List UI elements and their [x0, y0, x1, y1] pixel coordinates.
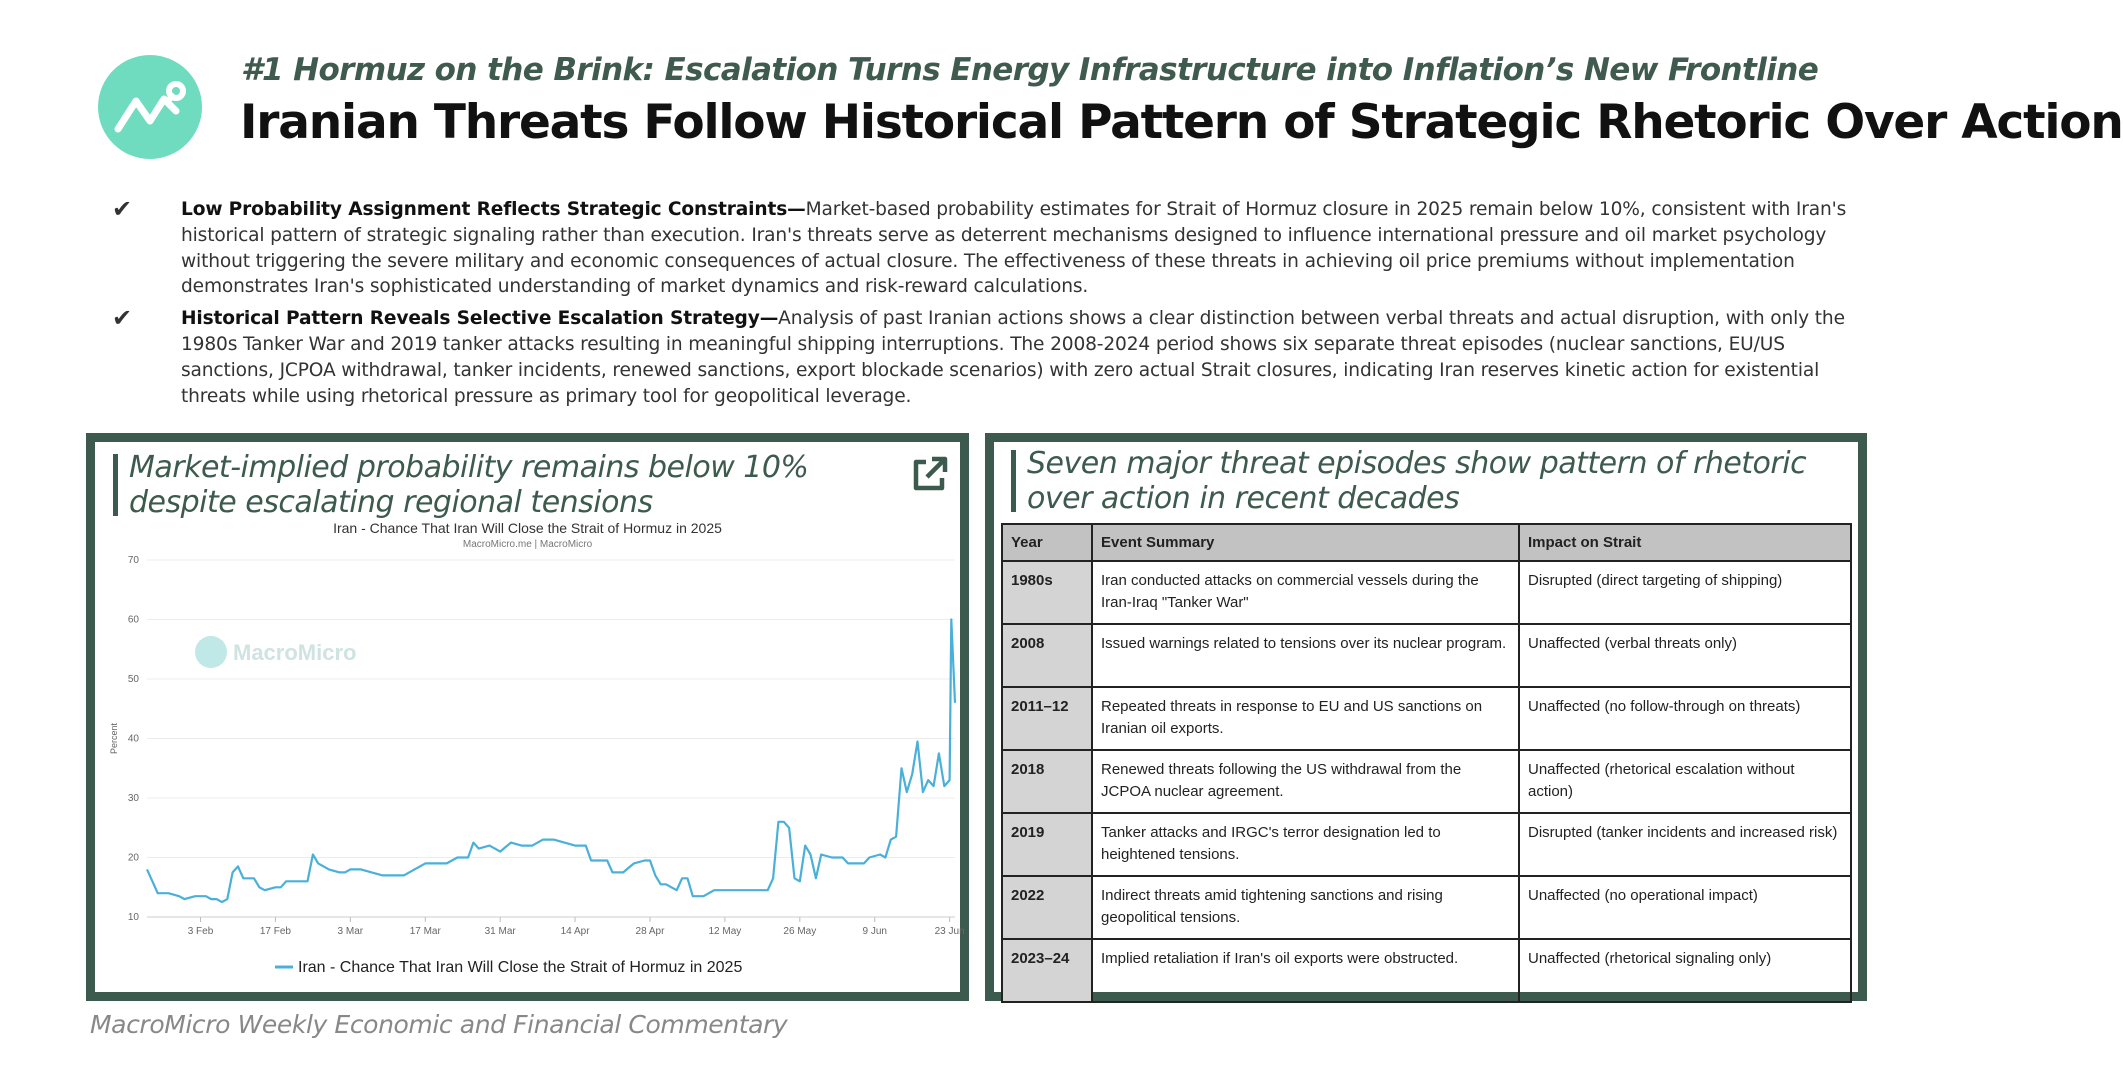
check-icon: ✔: [112, 195, 132, 223]
table-row: [1002, 561, 1851, 624]
chart-panel-title: Market-implied probability remains below 10% despite escalating regional tensions: [129, 450, 919, 520]
column-header-year: Year: [1002, 524, 1092, 561]
chart-trend-icon: [98, 55, 202, 159]
bullet-item: [108, 197, 1868, 300]
x-tick-label: 23 Jun: [934, 926, 965, 937]
x-tick-label: 26 May: [783, 926, 817, 937]
x-tick-label: 17 Feb: [259, 926, 291, 937]
bullet-text: Analysis of past Iranian actions shows a clear distinction between verbal threats and actual disruption, with only the 1980s Tanker War and 2019 tanker attacks resulting in meaningful shipping interruptions. The 2008-2024 period shows six separate threat episodes (nuclear sanctions, EU/US sanctions, JCPOA withdrawal, tanker incidents, renewed sanctions, export blockade scenarios) with zero actual Strait closures, indicating Iran reserves kinetic action for existential threats while using rhetorical pressure as primary tool for geopolitical leverage.: [181, 308, 1845, 407]
cell-year: 1980s: [1002, 561, 1092, 624]
cell-summary: Issued warnings related to tensions over its nuclear program.: [1092, 624, 1519, 687]
bullet-text: Market-based probability estimates for Strait of Hormuz closure in 2025 remain below 10%, consistent with Iran's historical pattern of strategic signaling rather than execution. Iran's threats serve as deterrent mechanisms designed to influence international pressure and oil market psychology without triggering the severe military and economic consequences of actual closure. The effectiveness of these threats in achieving oil price premiums without implementation demonstrates Iran's sophisticated understanding of market dynamics and risk-reward calculations.: [181, 199, 1847, 298]
check-icon: ✔: [112, 304, 132, 333]
line-chart: [95, 442, 965, 992]
x-tick-label: 28 Apr: [635, 926, 665, 937]
bullet-item: [108, 306, 1868, 409]
cell-summary: Tanker attacks and IRGC's terror designation led to heightened tensions.: [1092, 813, 1519, 876]
cell-impact: Unaffected (rhetorical escalation without action): [1519, 750, 1851, 813]
y-tick-label: 60: [127, 614, 139, 626]
y-tick-label: 40: [127, 733, 139, 745]
cell-impact: Unaffected (no operational impact): [1519, 876, 1851, 939]
cell-year: 2019: [1002, 813, 1092, 876]
chart-subtitle: MacroMicro.me | MacroMicro: [462, 539, 593, 550]
watermark-text: MacroMicro: [233, 640, 357, 665]
chart-title: Iran - Chance That Iran Will Close the Strait of Hormuz in 2025: [333, 520, 722, 536]
footer-text: MacroMicro Weekly Economic and Financial Commentary: [90, 1010, 788, 1039]
cell-impact: Disrupted (direct targeting of shipping): [1519, 561, 1851, 624]
column-header-impact: Impact on Strait: [1519, 524, 1851, 561]
cell-summary: Renewed threats following the US withdrawal from the JCPOA nuclear agreement.: [1092, 750, 1519, 813]
legend-label: Iran - Chance That Iran Will Close the Strait of Hormuz in 2025: [298, 959, 743, 976]
x-tick-label: 14 Apr: [560, 926, 590, 937]
table-row: [1002, 876, 1851, 939]
cell-impact: Unaffected (no follow-through on threats): [1519, 687, 1851, 750]
y-tick-label: 20: [127, 852, 139, 864]
table-row: [1002, 939, 1851, 1002]
table-row: [1002, 624, 1851, 687]
bullet-list: [108, 197, 1868, 415]
cell-impact: Disrupted (tanker incidents and increased risk): [1519, 813, 1851, 876]
table-row: [1002, 750, 1851, 813]
watermark-logo-icon: [195, 636, 227, 668]
y-tick-label: 30: [127, 793, 139, 804]
cell-impact: Unaffected (verbal threats only): [1519, 624, 1851, 687]
cell-year: 2022: [1002, 876, 1092, 939]
y-tick-label: 10: [127, 912, 139, 923]
chart-panel: [86, 433, 969, 1001]
x-tick-label: 12 May: [708, 926, 742, 937]
column-header-summary: Event Summary: [1092, 524, 1519, 561]
x-tick-label: 3 Feb: [187, 926, 214, 937]
x-tick-label: 17 Mar: [409, 926, 441, 937]
cell-summary: Repeated threats in response to EU and US sanctions on Iranian oil exports.: [1092, 687, 1519, 750]
cell-year: 2018: [1002, 750, 1092, 813]
cell-year: 2011–12: [1002, 687, 1092, 750]
cell-year: 2008: [1002, 624, 1092, 687]
logo: [98, 55, 202, 159]
cell-summary: Indirect threats amid tightening sanctions and rising geopolitical tensions.: [1092, 876, 1519, 939]
y-tick-label: 70: [127, 555, 139, 566]
bullet-lead: Low Probability Assignment Reflects Strategic Constraints—: [181, 199, 806, 220]
x-tick-label: 31 Mar: [484, 926, 516, 937]
y-tick-label: 50: [127, 674, 139, 685]
table-header-row: [1002, 524, 1851, 561]
x-tick-label: 9 Jun: [862, 926, 887, 937]
events-table: [1001, 523, 1852, 1003]
table-panel-title: Seven major threat episodes show pattern of rhetoric over action in recent decades: [1027, 446, 1817, 516]
bullet-lead: Historical Pattern Reveals Selective Escalation Strategy—: [181, 308, 779, 330]
table-row: [1002, 687, 1851, 750]
cell-summary: Implied retaliation if Iran's oil exports were obstructed.: [1092, 939, 1519, 1002]
cell-year: 2023–24: [1002, 939, 1092, 1002]
table-row: [1002, 813, 1851, 876]
page-title: Iranian Threats Follow Historical Pattern of Strategic Rhetoric Over Action: [240, 95, 2123, 150]
table-panel: [985, 433, 1867, 1001]
cell-summary: Iran conducted attacks on commercial vessels during the Iran-Iraq "Tanker War": [1092, 561, 1519, 624]
x-tick-label: 3 Mar: [337, 926, 364, 937]
watermark: [195, 636, 356, 668]
cell-impact: Unaffected (rhetorical signaling only): [1519, 939, 1851, 1002]
y-axis-label: Percent: [109, 722, 119, 755]
kicker-title: #1 Hormuz on the Brink: Escalation Turns Energy Infrastructure into Inflation’s New Frontline: [241, 52, 1819, 88]
